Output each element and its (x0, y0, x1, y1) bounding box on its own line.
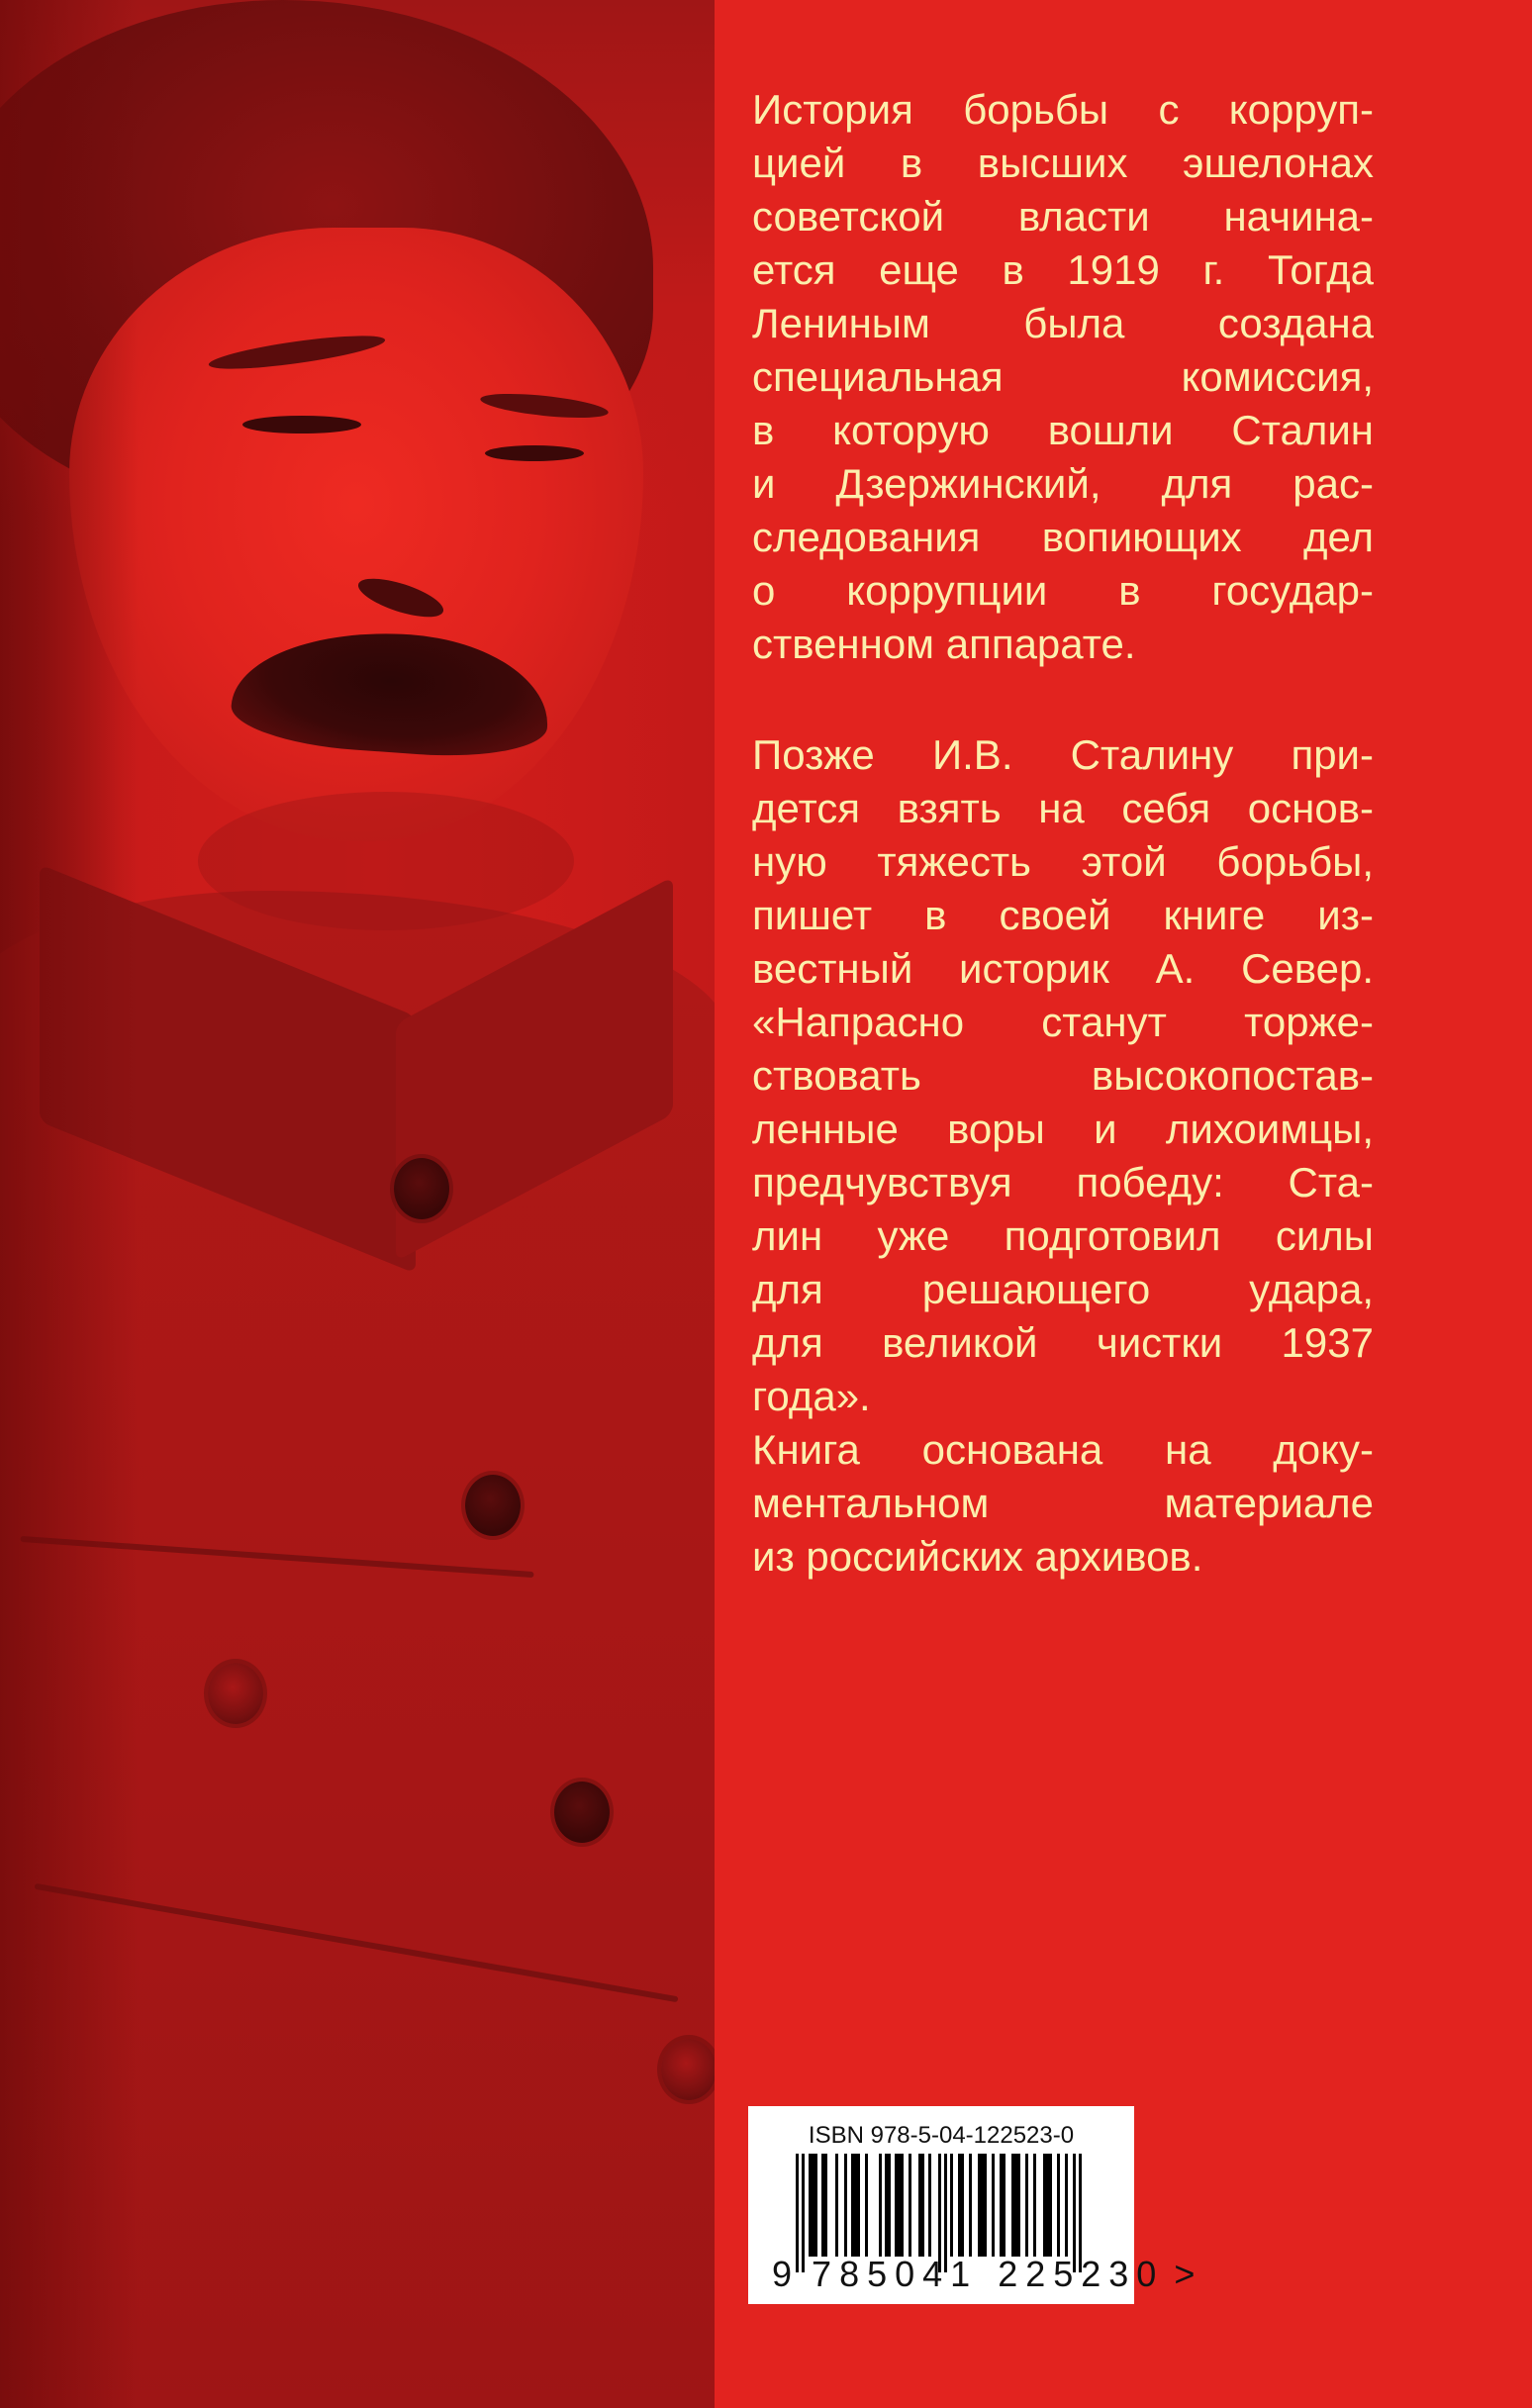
ean-right-group: 225230 (998, 2254, 1165, 2294)
text-line: для великой чистки 1937 (752, 1319, 1374, 1366)
ean-quiet-zone-marker: > (1174, 2254, 1196, 2294)
text-line: Книга основана на доку- (752, 1426, 1374, 1473)
isbn-barcode (748, 2106, 1196, 2304)
ean-left-group: 785041 (812, 2254, 979, 2294)
tunic-button (394, 1158, 449, 1219)
text-line: вестный историк А. Север. (752, 945, 1374, 992)
eye-left (242, 416, 361, 433)
text-line: Лениным была создана (752, 300, 1374, 346)
text-line: цией в высших эшелонах (752, 140, 1374, 186)
blurb-paragraph-3 (752, 1423, 1374, 1584)
portrait-photo (0, 0, 715, 2408)
photo-left-shade (0, 0, 139, 2408)
text-line: для решающего удара, (752, 1266, 1374, 1312)
text-line: История борьбы с корруп- (752, 86, 1374, 133)
text-line: ленные воры и лихоимцы, (752, 1106, 1374, 1152)
ean-first-digit: 9 (772, 2254, 793, 2294)
tunic-button (554, 1782, 610, 1843)
text-line: года». (752, 1373, 871, 1419)
text-line: специальная комиссия, (752, 353, 1374, 400)
text-line: дется взять на себя основ- (752, 785, 1374, 831)
eye-right (485, 445, 584, 461)
ean-digits (772, 2254, 1196, 2294)
isbn-label: ISBN 978-5-04-122523-0 (808, 2122, 1075, 2149)
blurb-paragraph-1 (752, 83, 1374, 671)
text-line: пишет в своей книге из- (752, 892, 1374, 938)
text-line: ствовать высокопостав- (752, 1052, 1374, 1099)
tunic-button (465, 1475, 521, 1536)
paragraph-gap (752, 671, 1374, 728)
text-line: лин уже подготовил силы (752, 1212, 1374, 1259)
text-line: ется еще в 1919 г. Тогда (752, 246, 1374, 293)
tunic-button (661, 2039, 715, 2100)
text-line: из российских архивов. (752, 1533, 1203, 1580)
text-line: ную тяжесть этой борьбы, (752, 838, 1374, 885)
text-line: «Напрасно станут торже- (752, 999, 1374, 1045)
blurb-paragraph-2 (752, 728, 1374, 1423)
text-line: Позже И.В. Сталину при- (752, 731, 1374, 778)
text-line: в которую вошли Сталин (752, 407, 1374, 453)
text-line: ментальном материале (752, 1480, 1374, 1526)
text-line: и Дзержинский, для рас- (752, 460, 1374, 507)
blurb-text (752, 83, 1374, 1584)
tunic-button (208, 1663, 263, 1724)
chin-shadow (198, 792, 574, 930)
text-line: ственном аппарате. (752, 621, 1136, 667)
text-line: о коррупции в государ- (752, 567, 1374, 614)
text-line: советской власти начина- (752, 193, 1374, 240)
text-line: предчувствуя победу: Ста- (752, 1159, 1374, 1205)
text-line: следования вопиющих дел (752, 514, 1374, 560)
